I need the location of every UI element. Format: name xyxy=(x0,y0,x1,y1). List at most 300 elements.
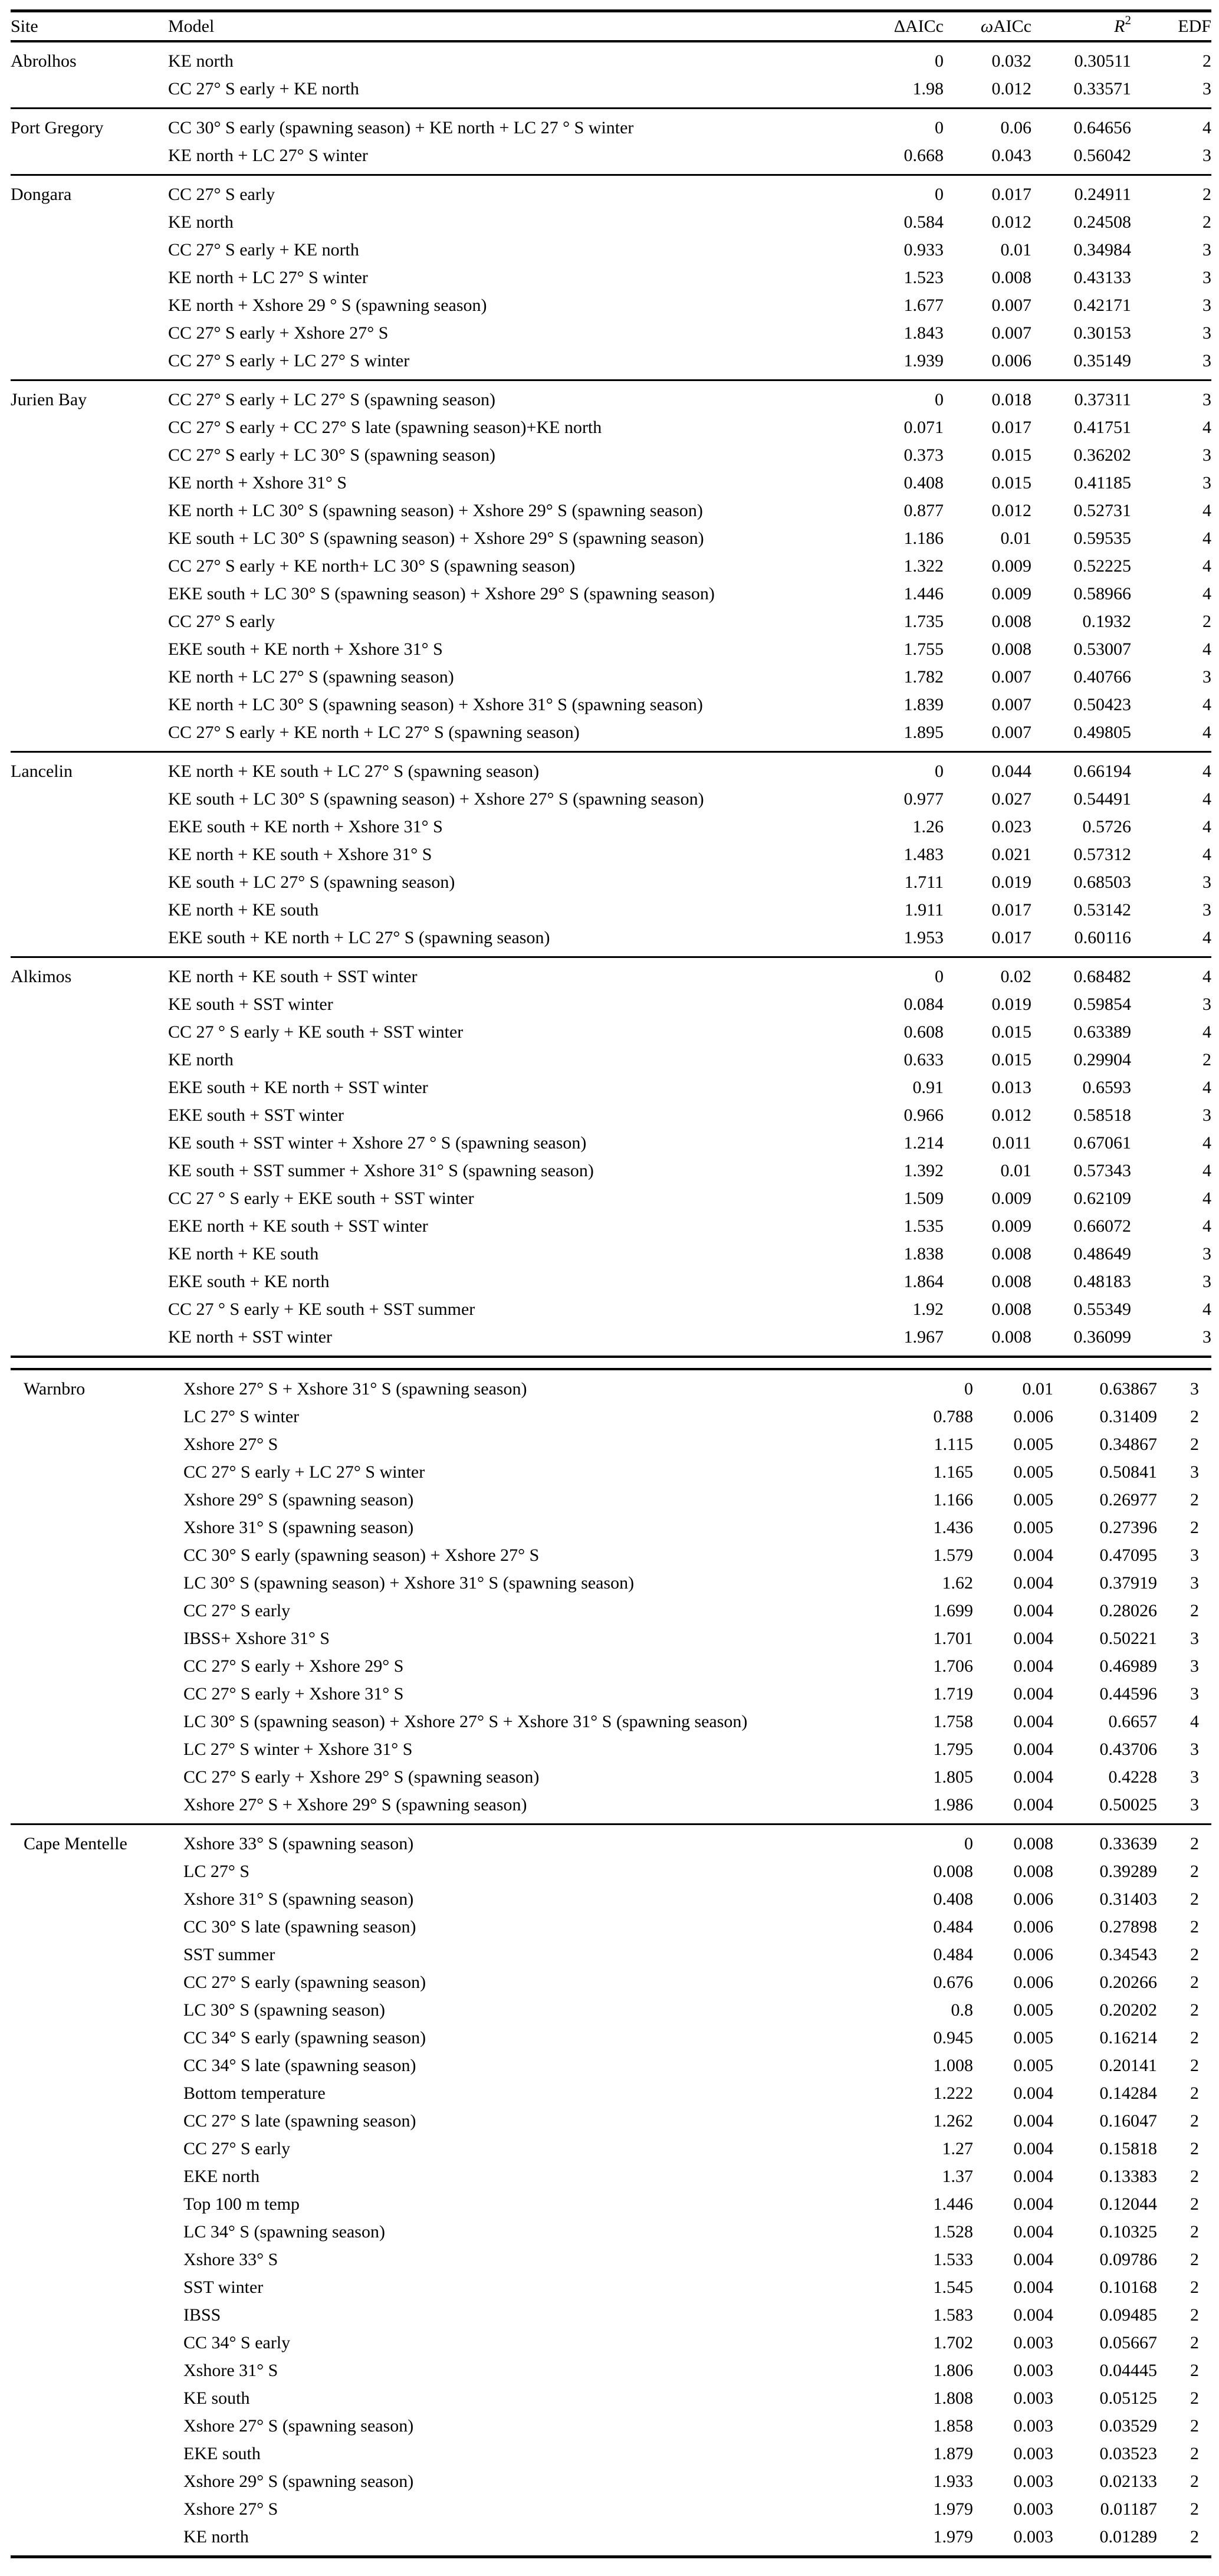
table-row xyxy=(11,785,1211,813)
omega-aicc-cell: 0.003 xyxy=(1013,2472,1053,2491)
omega-aicc-cell: 0.007 xyxy=(991,695,1031,714)
model-cell: CC 27° S early + KE north xyxy=(168,240,359,260)
model-cell: SST summer xyxy=(183,1945,275,1964)
table-row xyxy=(11,347,1211,380)
model-cell: CC 30° S early (spawning season) + Xshore 27° S xyxy=(183,1545,540,1565)
delta-aicc-cell: 0.484 xyxy=(933,1945,973,1964)
r-squared-cell: 0.49805 xyxy=(1073,723,1131,742)
site-cell xyxy=(11,924,168,957)
model-cell: EKE south + KE north xyxy=(168,1272,330,1291)
r-squared-cell: 0.50423 xyxy=(1073,695,1131,714)
site-cell xyxy=(11,2412,168,2440)
site-section xyxy=(11,175,1211,380)
omega-aicc-cell: 0.004 xyxy=(1013,2222,1053,2242)
edf-cell: 3 xyxy=(1202,1105,1211,1125)
r-squared-cell: 0.5726 xyxy=(1082,817,1131,836)
table-row xyxy=(11,990,1211,1018)
site-cell xyxy=(11,868,168,896)
site-cell xyxy=(11,1514,168,1541)
r-squared-cell: 0.53142 xyxy=(1073,900,1131,920)
omega-aicc-cell: 0.004 xyxy=(1013,1601,1053,1620)
delta-aicc-cell: 1.483 xyxy=(903,845,944,864)
table-row xyxy=(11,1569,1211,1597)
edf-cell: 3 xyxy=(1202,1272,1211,1291)
site-cell xyxy=(11,1625,168,1652)
delta-aicc-cell: 0.8 xyxy=(951,2000,973,2020)
site-cell xyxy=(11,2079,168,2107)
site-cell xyxy=(11,2273,168,2301)
delta-aicc-cell: 0.084 xyxy=(903,995,944,1014)
r-squared-cell: 0.27898 xyxy=(1099,1917,1157,1937)
r-squared-cell: 0.30511 xyxy=(1074,51,1131,71)
delta-aicc-cell: 0 xyxy=(964,1379,973,1399)
delta-aicc-cell: 1.719 xyxy=(933,1684,973,1704)
omega-aicc-cell: 0.015 xyxy=(991,1022,1031,1042)
delta-aicc-cell: 1.98 xyxy=(912,79,944,99)
omega-aicc-cell: 0.008 xyxy=(1013,1862,1053,1881)
r-squared-cell: 0.10325 xyxy=(1099,2222,1157,2242)
table-row xyxy=(11,1858,1211,1885)
site-cell xyxy=(11,1735,168,1763)
edf-cell: 3 xyxy=(1202,323,1211,343)
col-header-model: Model xyxy=(168,17,215,36)
site-cell xyxy=(11,1157,168,1184)
delta-aicc-cell: 0 xyxy=(935,762,944,781)
delta-aicc-cell: 0.633 xyxy=(903,1050,944,1069)
delta-aicc-cell: 0.668 xyxy=(903,146,944,165)
edf-cell: 2 xyxy=(1190,1945,1199,1964)
r-squared-cell: 0.50025 xyxy=(1099,1795,1157,1814)
model-cell: LC 27° S xyxy=(183,1862,250,1881)
site-cell: Dongara xyxy=(11,185,72,204)
omega-aicc-cell: 0.004 xyxy=(1013,2278,1053,2297)
r-squared-cell: 0.13383 xyxy=(1099,2167,1157,2186)
table-row xyxy=(11,414,1211,441)
r-squared-cell: 0.34867 xyxy=(1099,1435,1157,1454)
model-cell: LC 27° S winter xyxy=(183,1407,300,1426)
model-cell: KE north + LC 30° S (spawning season) + Xshore 29° S (spawning season) xyxy=(168,501,703,520)
omega-aicc-cell: 0.009 xyxy=(991,556,1031,576)
r-squared-cell: 0.28026 xyxy=(1099,1601,1157,1620)
r-squared-cell: 0.09786 xyxy=(1099,2250,1157,2269)
site-cell xyxy=(11,2495,168,2523)
site-cell xyxy=(11,347,168,380)
model-cell: CC 34° S early xyxy=(183,2333,291,2352)
model-cell: CC 27° S early xyxy=(168,185,275,204)
omega-aicc-cell: 0.032 xyxy=(991,51,1031,71)
edf-cell: 2 xyxy=(1190,1601,1199,1620)
site-cell xyxy=(11,1074,168,1101)
edf-cell: 3 xyxy=(1190,1795,1199,1814)
delta-aicc-cell: 1.879 xyxy=(933,2444,973,2463)
table-row xyxy=(11,2052,1211,2079)
delta-aicc-cell: 0.071 xyxy=(903,418,944,437)
r-squared-cell: 0.33571 xyxy=(1073,79,1131,99)
table-row xyxy=(11,2384,1211,2412)
table-row xyxy=(11,1913,1211,1941)
site-cell xyxy=(11,1046,168,1074)
site-cell xyxy=(11,1184,168,1212)
model-cell: Xshore 31° S (spawning season) xyxy=(183,1518,414,1537)
table-row xyxy=(11,2523,1211,2557)
r-squared-cell: 0.05667 xyxy=(1099,2333,1157,2352)
site-cell xyxy=(11,236,168,264)
site-cell xyxy=(11,2162,168,2190)
edf-cell: 3 xyxy=(1202,1327,1211,1347)
r-squared-cell: 0.41185 xyxy=(1074,473,1131,493)
site-cell xyxy=(11,2523,168,2557)
r-squared-cell: 0.43133 xyxy=(1073,268,1131,287)
omega-aicc-cell: 0.005 xyxy=(1013,2028,1053,2047)
model-cell: Xshore 27° S + Xshore 29° S (spawning season) xyxy=(183,1795,527,1814)
r-squared-cell: 0.53007 xyxy=(1073,639,1131,659)
delta-aicc-cell: 1.967 xyxy=(903,1327,944,1347)
r-squared-cell: 0.20266 xyxy=(1099,1973,1157,1992)
table-row xyxy=(11,2412,1211,2440)
model-cell: CC 27° S early + KE north xyxy=(168,79,359,99)
site-cell xyxy=(11,608,168,635)
table-row xyxy=(11,2135,1211,2162)
edf-cell: 2 xyxy=(1190,1889,1199,1909)
delta-aicc-cell: 1.166 xyxy=(933,1490,973,1509)
r-squared-cell: 0.68503 xyxy=(1073,872,1131,892)
model-cell: KE north xyxy=(183,2527,249,2547)
edf-cell: 4 xyxy=(1202,695,1211,714)
table-row xyxy=(11,1791,1211,1824)
omega-aicc-cell: 0.003 xyxy=(1013,2416,1053,2436)
edf-cell: 3 xyxy=(1202,667,1211,687)
r-squared-cell: 0.01289 xyxy=(1099,2527,1157,2547)
delta-aicc-cell: 1.115 xyxy=(934,1435,973,1454)
delta-aicc-cell: 1.911 xyxy=(904,900,944,920)
delta-aicc-cell: 0.608 xyxy=(903,1022,944,1042)
model-cell: KE south + LC 30° S (spawning season) + Xshore 29° S (spawning season) xyxy=(168,529,704,548)
site-cell xyxy=(11,663,168,691)
table-row xyxy=(11,752,1211,786)
r-squared-cell: 0.03523 xyxy=(1099,2444,1157,2463)
site-cell xyxy=(11,718,168,752)
model-cell: Xshore 31° S xyxy=(183,2361,278,2380)
r-squared-cell: 0.58518 xyxy=(1073,1105,1131,1125)
delta-aicc-cell: 1.953 xyxy=(903,928,944,947)
delta-aicc-cell: 1.165 xyxy=(933,1462,973,1482)
edf-cell: 4 xyxy=(1202,845,1211,864)
omega-symbol: ω xyxy=(980,17,994,36)
model-cell: CC 27° S early + LC 27° S winter xyxy=(168,351,410,370)
edf-cell: 2 xyxy=(1190,2083,1199,2103)
delta-aicc-cell: 1.782 xyxy=(903,667,944,687)
edf-cell: 2 xyxy=(1190,2388,1199,2408)
omega-aicc-cell: 0.044 xyxy=(991,762,1031,781)
r-squared-cell: 0.55349 xyxy=(1073,1300,1131,1319)
r-squared-cell: 0.41751 xyxy=(1073,418,1131,437)
model-cell: CC 27° S early xyxy=(183,2139,291,2158)
site-cell: Cape Mentelle xyxy=(24,1834,127,1853)
delta-aicc-cell: 1.62 xyxy=(942,1573,973,1593)
r-squared-cell: 0.36099 xyxy=(1073,1327,1131,1347)
r-squared-cell: 0.63389 xyxy=(1073,1022,1131,1042)
model-cell: CC 30° S late (spawning season) xyxy=(183,1917,416,1937)
header-row xyxy=(11,11,1211,42)
model-cell: KE north + KE south + LC 27° S (spawning season) xyxy=(168,762,540,781)
site-cell: Jurien Bay xyxy=(11,390,87,409)
table-row xyxy=(11,2024,1211,2052)
delta-aicc-cell: 1.895 xyxy=(903,723,944,742)
edf-cell: 3 xyxy=(1202,240,1211,260)
omega-aicc-cell: 0.02 xyxy=(1000,967,1031,986)
table-row xyxy=(11,1514,1211,1541)
table-row xyxy=(11,1486,1211,1514)
edf-cell: 3 xyxy=(1202,872,1211,892)
site-cell xyxy=(11,2467,168,2495)
delta-aicc-cell: 1.37 xyxy=(942,2167,973,2186)
omega-aicc-cell: 0.012 xyxy=(991,79,1031,99)
site-cell xyxy=(11,1018,168,1046)
delta-aicc-cell: 1.805 xyxy=(933,1767,973,1787)
edf-cell: 3 xyxy=(1202,351,1211,370)
r-squared-cell: 0.4228 xyxy=(1108,1767,1157,1787)
r-squared-cell: 0.52225 xyxy=(1073,556,1131,576)
omega-aicc-cell: 0.01 xyxy=(1000,529,1031,548)
table-row xyxy=(11,2301,1211,2329)
delta-aicc-cell: 1.979 xyxy=(933,2527,973,2547)
edf-cell: 2 xyxy=(1190,2194,1199,2214)
r-squared-cell: 0.09485 xyxy=(1099,2305,1157,2325)
table-row xyxy=(11,236,1211,264)
table-row xyxy=(11,841,1211,868)
table-row xyxy=(11,41,1211,75)
omega-aicc-cell: 0.004 xyxy=(1013,2305,1053,2325)
edf-cell: 4 xyxy=(1202,1300,1211,1319)
omega-aicc-cell: 0.003 xyxy=(1013,2444,1053,2463)
model-cell: Xshore 27° S + Xshore 31° S (spawning season) xyxy=(183,1379,527,1399)
table-row xyxy=(11,2273,1211,2301)
edf-cell: 2 xyxy=(1190,2028,1199,2047)
edf-cell: 4 xyxy=(1202,118,1211,137)
model-cell: EKE south + KE north + LC 27° S (spawning season) xyxy=(168,928,550,947)
table-row xyxy=(11,319,1211,347)
delta-aicc-cell: 1.446 xyxy=(903,584,944,603)
omega-aicc-cell: 0.006 xyxy=(991,351,1031,370)
model-cell: CC 27° S early + Xshore 29° S (spawning season) xyxy=(183,1767,540,1787)
site-cell xyxy=(11,2190,168,2218)
table-row xyxy=(11,2329,1211,2357)
delta-aicc-cell: 1.392 xyxy=(903,1161,944,1180)
table-row xyxy=(11,175,1211,209)
site-cell xyxy=(11,2246,168,2273)
site-cell xyxy=(11,208,168,236)
model-cell: Top 100 m temp xyxy=(183,2194,300,2214)
r-squared-cell: 0.31403 xyxy=(1099,1889,1157,1909)
model-cell: CC 27 ° S early + KE south + SST summer xyxy=(168,1300,475,1319)
model-cell: KE north + Xshore 31° S xyxy=(168,473,347,493)
site-cell xyxy=(11,2329,168,2357)
site-cell xyxy=(11,1968,168,1996)
delta-aicc-cell: 1.711 xyxy=(904,872,944,892)
table-row xyxy=(11,2107,1211,2135)
site-cell xyxy=(11,635,168,663)
r-squared-cell: 0.24508 xyxy=(1073,212,1131,232)
edf-cell: 2 xyxy=(1190,1407,1199,1426)
omega-aicc-cell: 0.003 xyxy=(1013,2361,1053,2380)
r-squared-cell: 0.64656 xyxy=(1073,118,1131,137)
r-squared-cell: 0.57343 xyxy=(1073,1161,1131,1180)
r-squared-cell: 0.39289 xyxy=(1099,1862,1157,1881)
model-cell: IBSS+ Xshore 31° S xyxy=(183,1629,330,1648)
omega-aicc-cell: 0.004 xyxy=(1013,1767,1053,1787)
site-section xyxy=(11,957,1211,1357)
delta-aicc-cell: 1.26 xyxy=(912,817,944,836)
delta-aicc-cell: 1.806 xyxy=(933,2361,973,2380)
delta-aicc-cell: 1.545 xyxy=(933,2278,973,2297)
r-squared-cell: 0.67061 xyxy=(1073,1133,1131,1153)
col-header-edf: EDF xyxy=(1178,17,1211,36)
table-row xyxy=(11,1652,1211,1680)
omega-aicc-cell: 0.017 xyxy=(991,900,1031,920)
edf-cell: 3 xyxy=(1202,1244,1211,1264)
model-cell: KE north + KE south xyxy=(168,900,319,920)
model-cell: KE north + LC 27° S (spawning season) xyxy=(168,667,454,687)
omega-aicc-cell: 0.004 xyxy=(1013,1656,1053,1676)
model-cell: KE north + LC 27° S winter xyxy=(168,268,368,287)
site-cell xyxy=(11,1240,168,1268)
delta-aicc-cell: 1.702 xyxy=(933,2333,973,2352)
site-cell xyxy=(11,580,168,608)
r-squared-cell: 0.60116 xyxy=(1074,928,1131,947)
omega-aicc-cell: 0.005 xyxy=(1013,2000,1053,2020)
site-cell: Abrolhos xyxy=(11,51,77,71)
table-row xyxy=(11,497,1211,524)
site-cell xyxy=(11,813,168,841)
delta-aicc-cell: 1.839 xyxy=(903,695,944,714)
site-cell xyxy=(11,1458,168,1486)
site-cell xyxy=(11,1541,168,1569)
r-squared-cell: 0.47095 xyxy=(1099,1545,1157,1565)
r-squared-cell: 0.35149 xyxy=(1073,351,1131,370)
r-squared-cell: 0.48649 xyxy=(1073,1244,1131,1264)
omega-aicc-cell: 0.007 xyxy=(991,723,1031,742)
omega-aicc-cell: 0.018 xyxy=(991,390,1031,409)
edf-cell: 2 xyxy=(1190,1917,1199,1937)
edf-cell: 4 xyxy=(1202,501,1211,520)
model-cell: LC 34° S (spawning season) xyxy=(183,2222,385,2242)
omega-aicc-cell: 0.015 xyxy=(991,1050,1031,1069)
site-cell xyxy=(11,841,168,868)
table-row xyxy=(11,1157,1211,1184)
table-row xyxy=(11,1018,1211,1046)
r-squared-cell: 0.16214 xyxy=(1099,2028,1157,2047)
model-cell: SST winter xyxy=(183,2278,264,2297)
delta-aicc-cell: 0.977 xyxy=(903,789,944,809)
omega-aicc-cell: 0.017 xyxy=(991,418,1031,437)
site-section xyxy=(11,1369,1211,1824)
delta-aicc-cell: 0 xyxy=(935,185,944,204)
omega-aicc-cell: 0.012 xyxy=(991,212,1031,232)
table-row xyxy=(11,1101,1211,1129)
r-squared-cell: 0.26977 xyxy=(1099,1490,1157,1509)
edf-cell: 3 xyxy=(1190,1767,1199,1787)
table-row xyxy=(11,1763,1211,1791)
delta-aicc-cell: 1.579 xyxy=(933,1545,973,1565)
edf-cell: 2 xyxy=(1190,2056,1199,2075)
site-cell xyxy=(11,441,168,469)
model-cell: KE north + SST winter xyxy=(168,1327,333,1347)
r-squared-cell: 0.43706 xyxy=(1099,1740,1157,1759)
model-cell: KE north + KE south + Xshore 31° S xyxy=(168,845,432,864)
omega-aicc-cell: 0.004 xyxy=(1013,2250,1053,2269)
delta-aicc-cell: 1.509 xyxy=(903,1189,944,1208)
edf-cell: 4 xyxy=(1202,928,1211,947)
edf-cell: 4 xyxy=(1202,1022,1211,1042)
table-row xyxy=(11,635,1211,663)
omega-aicc-cell: 0.01 xyxy=(1000,1161,1031,1180)
omega-aicc-cell: 0.004 xyxy=(1013,1740,1053,1759)
model-cell: KE south + SST summer + Xshore 31° S (spawning season) xyxy=(168,1161,594,1180)
model-cell: EKE south + KE north + SST winter xyxy=(168,1078,428,1097)
table-row xyxy=(11,552,1211,580)
r-squared-cell: 0.04445 xyxy=(1099,2361,1157,2380)
omega-aicc-cell: 0.009 xyxy=(991,584,1031,603)
omega-aicc-cell: 0.015 xyxy=(991,445,1031,465)
delta-aicc-cell: 0 xyxy=(935,51,944,71)
site-cell xyxy=(11,1212,168,1240)
table-row xyxy=(11,2162,1211,2190)
delta-aicc-cell: 1.446 xyxy=(933,2194,973,2214)
model-cell: CC 27° S early + Xshore 31° S xyxy=(183,1684,404,1704)
site-cell xyxy=(11,1763,168,1791)
omega-aicc-cell: 0.011 xyxy=(992,1133,1031,1153)
edf-cell: 3 xyxy=(1190,1545,1199,1565)
delta-aicc-cell: 0.877 xyxy=(903,501,944,520)
table-row xyxy=(11,1268,1211,1295)
delta-aicc-cell: 0 xyxy=(935,118,944,137)
edf-cell: 2 xyxy=(1190,2499,1199,2519)
r-squared-cell: 0.48183 xyxy=(1073,1272,1131,1291)
model-cell: CC 27° S early (spawning season) xyxy=(183,1973,426,1992)
edf-cell: 2 xyxy=(1190,2000,1199,2020)
edf-cell: 4 xyxy=(1202,762,1211,781)
r-squared-cell: 0.12044 xyxy=(1099,2194,1157,2214)
model-cell: CC 27° S early + Xshore 27° S xyxy=(168,323,389,343)
model-cell: CC 27° S early + CC 27° S late (spawning season)+KE north xyxy=(168,418,602,437)
site-cell xyxy=(11,990,168,1018)
r-squared-cell: 0.58966 xyxy=(1073,584,1131,603)
table-row xyxy=(11,264,1211,291)
site-cell xyxy=(11,75,168,109)
r-squared-cell: 0.57312 xyxy=(1073,845,1131,864)
delta-aicc-cell: 0.788 xyxy=(933,1407,973,1426)
model-cell: EKE north + KE south + SST winter xyxy=(168,1216,428,1236)
edf-cell: 2 xyxy=(1190,2305,1199,2325)
r-squared-cell: 0.01187 xyxy=(1100,2499,1157,2519)
edf-cell: 3 xyxy=(1202,473,1211,493)
delta-aicc-cell: 1.677 xyxy=(903,296,944,315)
r-squared-cell: 0.6593 xyxy=(1082,1078,1131,1097)
model-cell: Bottom temperature xyxy=(183,2083,326,2103)
omega-aicc-cell: 0.005 xyxy=(1013,1490,1053,1509)
edf-cell: 2 xyxy=(1190,1490,1199,1509)
site-cell xyxy=(11,1403,168,1430)
table-row xyxy=(11,2467,1211,2495)
model-cell: Xshore 27° S (spawning season) xyxy=(183,2416,414,2436)
model-cell: KE north xyxy=(168,51,234,71)
model-cell: Xshore 33° S (spawning season) xyxy=(183,1834,414,1853)
delta-aicc-cell: 1.864 xyxy=(903,1272,944,1291)
table-row xyxy=(11,896,1211,924)
edf-cell: 3 xyxy=(1190,1629,1199,1648)
site-cell xyxy=(11,1652,168,1680)
edf-cell: 3 xyxy=(1202,995,1211,1014)
